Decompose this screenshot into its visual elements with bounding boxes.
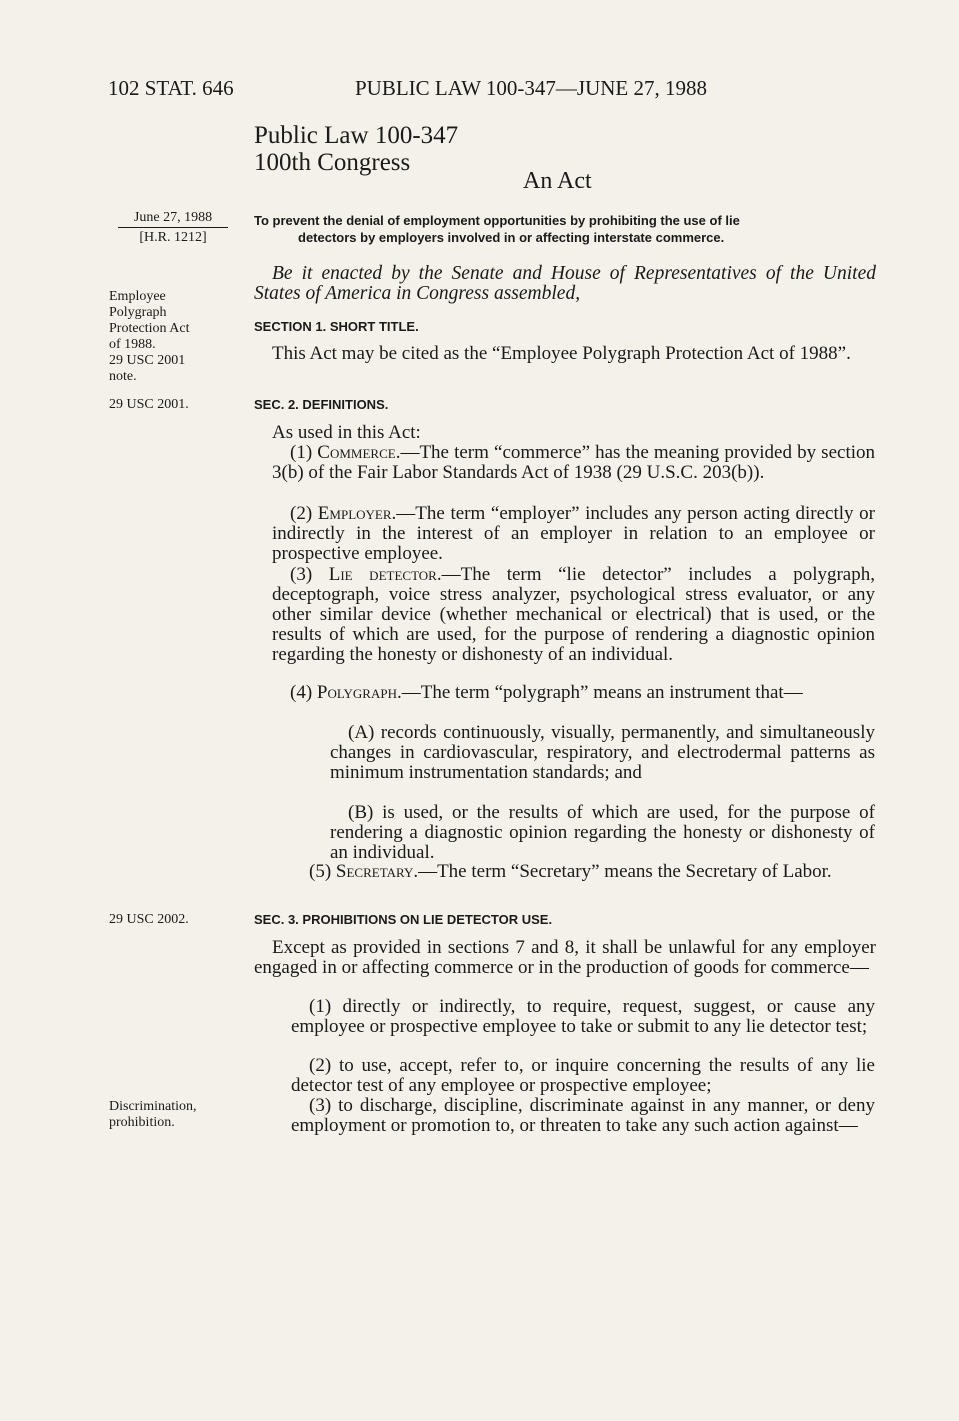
prohibition-3: (3) to discharge, discipline, discriminate against in any manner, or deny employment or promotion to, or threaten to take any such action against—	[291, 1095, 875, 1136]
def-number: (2)	[290, 503, 313, 524]
polygraph-clause-b: (B) is used, or the results of which are used, for the purpose of rendering a diagnostic opinion regarding the honesty or dishonesty of an individual.	[330, 802, 875, 863]
section-3-heading: SEC. 3. PROHIBITIONS ON LIE DETECTOR USE.	[254, 912, 553, 927]
margin-sec2-cite: 29 USC 2001.	[109, 397, 189, 412]
law-number: Public Law 100-347	[254, 122, 459, 149]
law-title-block	[254, 122, 458, 176]
margin-line: Polygraph	[109, 305, 167, 320]
def-text: .—The term “polygraph” means an instrument that—	[396, 682, 803, 703]
def-number: (5)	[309, 861, 332, 882]
def-text: .—The term “commerce” has the meaning provided by section 3(b) of the Fair Labor Standards Act of 1938 (29 U.S.C. 203(b)).	[272, 442, 876, 483]
def-text: .—The term “Secretary” means the Secretary of Labor.	[413, 861, 832, 882]
def-number: (1)	[290, 442, 313, 463]
purpose-line-1: To prevent the denial of employment opportunities by prohibiting the use of lie	[254, 213, 740, 228]
def-text: .—The term “employer” includes any person acting directly or indirectly in the interest of an employer in relation to an employee or prospective employee.	[272, 503, 875, 564]
margin-line: note.	[109, 369, 137, 384]
section-1-text: This Act may be cited as the “Employee Polygraph Protection Act of 1988”.	[272, 343, 851, 364]
definition-secretary	[291, 862, 875, 882]
definition-polygraph	[272, 683, 875, 703]
def-term: Secretary	[335, 861, 414, 882]
section-2-heading: SEC. 2. DEFINITIONS.	[254, 397, 389, 412]
margin-line: Protection Act	[109, 321, 190, 336]
margin-date-block	[118, 210, 228, 246]
def-text: .—The term “lie detector” includes a polygraph, deceptograph, voice stress analyzer, psychological stress evaluator, or any other similar device (whether mechanical or electrical) that is used, or the results of which are used, for the purpose of rendering a diagnostic opinion regarding the honesty or dishonesty of an individual.	[272, 564, 875, 665]
section-3-intro: Except as provided in sections 7 and 8, it shall be unlawful for any employer engaged in or affecting commerce or in the production of goods for commerce—	[254, 937, 876, 978]
purpose-line-2: detectors by employers involved in or affecting interstate commerce.	[298, 230, 725, 245]
definition-lie-detector	[272, 565, 875, 665]
margin-date: June 27, 1988	[118, 210, 228, 228]
margin-line: 29 USC 2001	[109, 353, 186, 368]
def-number: (4)	[290, 682, 313, 703]
definition-employer	[272, 504, 875, 564]
margin-line: Employee	[109, 289, 166, 304]
act-heading: An Act	[523, 168, 592, 194]
def-term: Lie detector	[328, 564, 437, 585]
enacting-clause: Be it enacted by the Senate and House of Representatives of the United States of America in Congress assembled,	[254, 263, 876, 304]
section-1-heading: SECTION 1. SHORT TITLE.	[254, 319, 419, 334]
margin-line: prohibition.	[109, 1115, 175, 1130]
margin-sec3-cite: 29 USC 2002.	[109, 912, 189, 927]
margin-short-title	[109, 289, 190, 385]
congress-number: 100th Congress	[254, 149, 411, 176]
act-purpose	[254, 212, 879, 246]
prohibition-1: (1) directly or indirectly, to require, request, suggest, or cause any employee or prospective employee to take or submit to any lie detector test;	[291, 996, 875, 1037]
def-number: (3)	[290, 564, 313, 585]
margin-line: Discrimination,	[109, 1099, 197, 1114]
section-2-intro: As used in this Act:	[272, 422, 421, 443]
page-reference: 102 STAT. 646	[108, 76, 234, 100]
margin-line: of 1988.	[109, 337, 156, 352]
polygraph-clause-a: (A) records continuously, visually, permanently, and simultaneously changes in cardiovascular, respiratory, and electrodermal patterns as minimum instrumentation standards; and	[330, 722, 875, 783]
margin-discrimination	[109, 1099, 197, 1131]
def-term: Employer	[317, 503, 392, 524]
def-term: Polygraph	[316, 682, 397, 703]
definition-commerce	[272, 443, 875, 483]
prohibition-2: (2) to use, accept, refer to, or inquire concerning the results of any lie detector test of any employee or prospective employee;	[291, 1055, 875, 1096]
running-title: PUBLIC LAW 100-347—JUNE 27, 1988	[355, 76, 708, 100]
def-term: Commerce	[317, 442, 396, 463]
margin-bill: [H.R. 1212]	[139, 230, 207, 245]
